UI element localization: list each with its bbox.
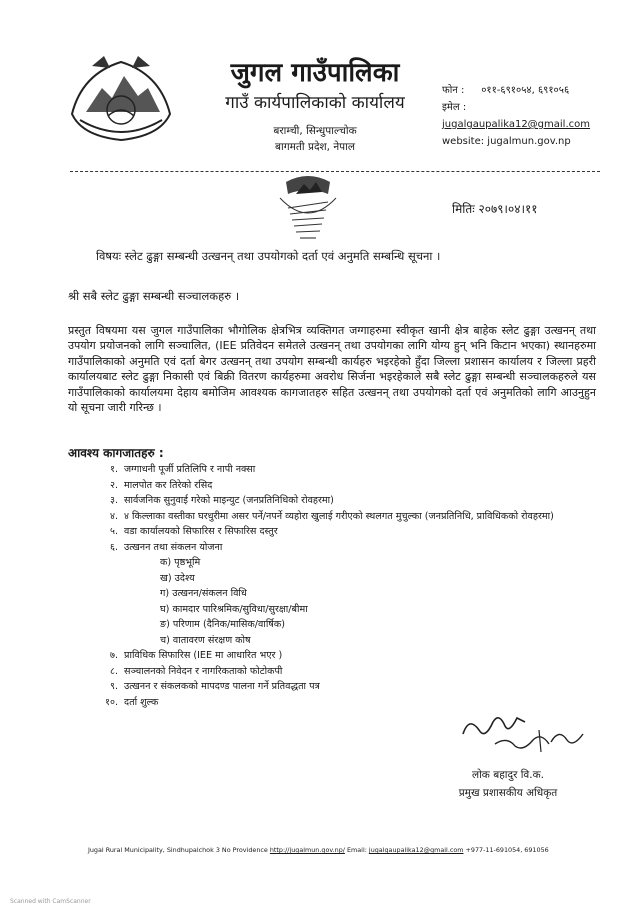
footer-email-label: Email: (346, 846, 367, 854)
footer-phone: +977-11-691054, 691056 (465, 846, 549, 854)
list-item: १. जग्गाधनी पूर्जी प्रतिलिपि र नापी नक्सा (109, 464, 256, 475)
subject-line: विषयः स्लेट ढुङ्गा सम्बन्धी उत्खनन् तथा उपयोगको दर्ता एवं अनुमति सम्बन्धि सूचना । (96, 249, 441, 263)
list-item: ४. ४ किल्लाका वस्तीका घरधुरीमा असर पर्ने/नपर्ने व्यहोरा खुलाई गरीएको स्थलगत मुचुल्का (जनप्रतिनिधि, प्राविधिकको रोवहरमा) (109, 510, 554, 522)
address-line-1: बराम्ची, सिन्धुपाल्चोक (273, 125, 357, 137)
list-item: ५. वडा कार्यालयको सिफारिस र सिफारिस दस्तुर (109, 526, 278, 537)
phone-number: ०११-६९१०५४, ६९१०५६ (481, 85, 570, 96)
list-item: ८. सञ्चालनको निवेदन र नागरिकताको फोटोकपी (109, 665, 283, 677)
office-name: जुगल गाउँपालिका (230, 58, 400, 88)
page-footer (88, 846, 608, 854)
office-subtitle: गाउँ कार्यपालिकाको कार्यालय (225, 93, 405, 113)
footer-url-link[interactable]: http://jugalmun.gov.np/ (269, 846, 345, 854)
list-item: ३. सार्वजनिक सुनुवाई गरेको माइन्युट (जनप्रतिनिधिको रोवहरमा) (109, 495, 334, 506)
footer-email-link[interactable]: jugalgaupalika12@gmail.com (368, 846, 464, 854)
footer-address: Jugal Rural Municipality, Sindhupalchok 3 No Providence (88, 846, 268, 854)
phone-line (442, 82, 628, 99)
issue-date: मितिः २०७९।०४।११ (452, 202, 538, 216)
list-item: ७. प्राविधिक सिफारिस (IEE मा आधारित भएर ) (109, 650, 283, 661)
plan-sublist (160, 555, 604, 648)
sub-list-item: ख) उदेश्य (160, 572, 195, 584)
sub-list-item: क) पृष्ठभूमि (160, 557, 201, 568)
handwritten-signature (455, 700, 595, 756)
email-label: इमेल : (442, 102, 467, 113)
list-item: ९. उत्खनन र संकलकको मापदण्ड पालना गर्ने प्रतिवद्धता पत्र (109, 681, 320, 692)
body-paragraph: प्रस्तुत विषयमा यस जुगल गाउँपालिका भौगोलिक क्षेत्रभित्र व्यक्तिगत जग्गाहरुमा स्वीकृत खानी क्षेत्र बाहेक स्लेट ढुङ्गा उत्खनन् तथा उपयोग प्रयोजनको लागि सञ्चालित, (IEE प्रतिवेदन समेतले उत्खनन् तथा उपयोगका लागि योग्य हुन् भनि किटान भएका) स्थानहरुमा गाउँपालिकाको अनुमति एवं दर्ता बेगर उत्खनन् तथा उपयोग सम्बन्धी कार्यहरु भइरहेको हुँदा जिल्ला प्रशासन कार्यालय र जिल्ला प्रहरी कार्यालयबाट स्लेट ढुङ्गा निकासी एवं बिक्री वितरण कार्यहरुमा अवरोध सिर्जना भइरहेकाले सबै स्लेट ढुङ्गा सम्बन्धी सञ्चालकहरुले यस गाउँपालिकाको कार्यालयमा देहाय बमोजिम आवश्यक कागजातहरु सहित उत्खनन् तथा उपयोगको दर्ता एवं अनुमतिको लागि आउनुहुन यो सूचना जारी गरिन्छ । (68, 324, 596, 415)
salutation: श्री सबै स्लेट ढुङ्गा सम्बन्धी सञ्चालकहरु । (68, 289, 240, 303)
address-line-2: बागमती प्रदेश, नेपाल (275, 141, 355, 153)
signer-title: प्रमुख प्रशासकीय अधिकृत (458, 787, 558, 799)
sub-list-item: ङ) परिणाम (दैनिक/मासिक/वार्षिक) (160, 619, 285, 630)
sub-list-item: च) वातावरण संरक्षण कोष (160, 634, 251, 646)
documents-list (84, 462, 604, 710)
email-line (442, 99, 628, 133)
list-item: ६. उत्खनन तथा संकलन योजना क) पृष्ठभूमि ख) उदेश्य ग) उत्खनन/संकलन विधि घ) कामदार पारिश्रमिक/सुविधा/सुरक्षा/बीमा ङ) परिणाम (दैनिक/मासिक/वार्षिक) च) वातावरण संरक्षण कोष (84, 540, 604, 649)
list-item: २. मालपोत कर तिरेको रसिद (109, 479, 213, 491)
scanner-watermark: Scanned with CamScanner (10, 898, 91, 905)
sub-list-item: घ) कामदार पारिश्रमिक/सुविधा/सुरक्षा/बीमा (160, 603, 308, 615)
signer-name: लोक बहादुर वि.क. (471, 769, 545, 781)
phone-label: फोन : (442, 85, 465, 96)
contact-block (442, 82, 628, 150)
sub-list-item: ग) उत्खनन/संकलन विधि (160, 588, 247, 599)
documents-heading: आवश्य कागजातहरु : (68, 446, 164, 460)
nepal-emblem-logo (62, 44, 180, 144)
list-item: १०. दर्ता शुल्क (104, 696, 159, 708)
email-link[interactable]: jugalgaupalika12@gmail.com (442, 119, 590, 130)
office-seal-stamp (270, 168, 346, 246)
website-line[interactable]: website: jugalmun.gov.np (442, 136, 571, 147)
